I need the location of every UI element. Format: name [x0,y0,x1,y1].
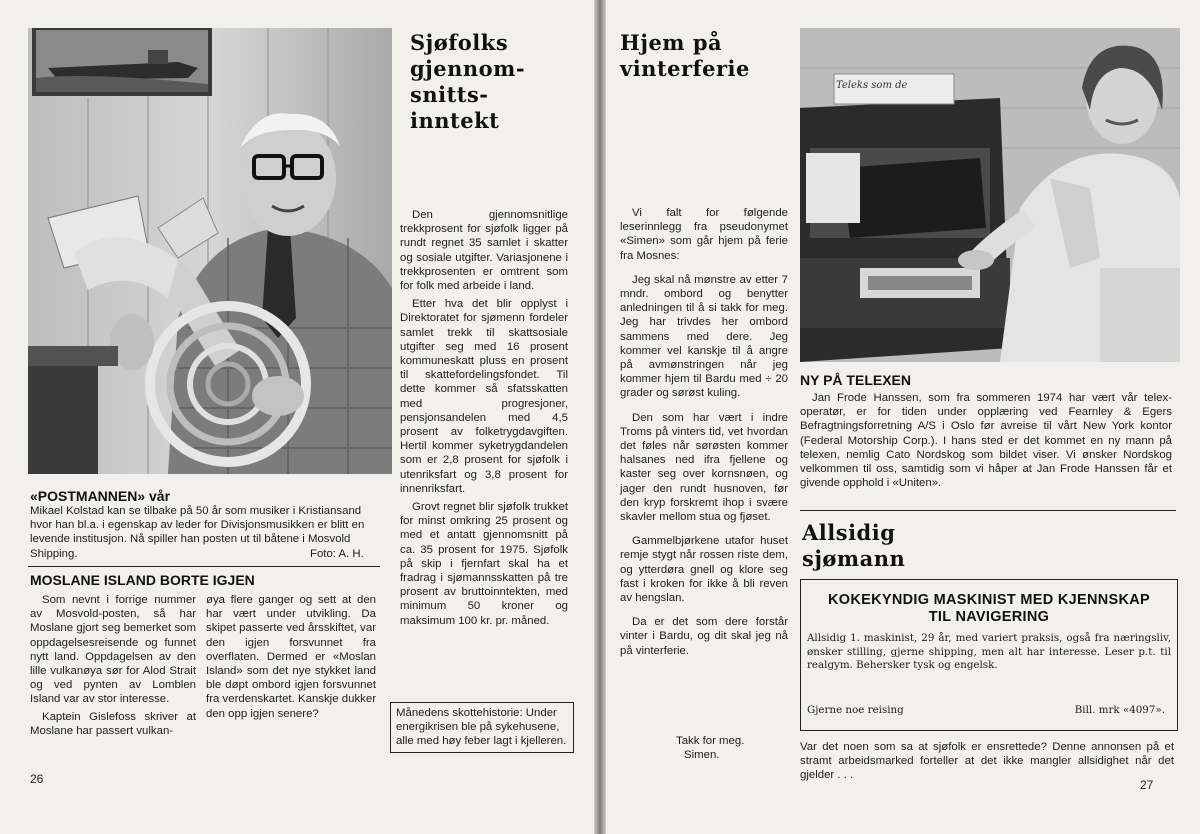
horn-player-illustration [28,28,392,474]
story-box [390,702,574,753]
income-paragraph-2: Etter hva det blir opplyst i Direktoratet for sjømenn fordeler samlet trekk til skattsosiale utgifter seg med 16 prosent kommuneskatt pluss en prosent til skattefordelingsfondet. Til dette kommer så sfatsskatten med progresjoner, pensjonsandelen med 4,5 prosent av folketrygdavgiften. Hertil kommer syketrygdandelen som er 2,8 prosent for sjøfolk i utenriksfart og 3,8 prosent for innenriksfart. [400,298,568,495]
moslane-column-1 [30,593,196,738]
telex-rule [800,510,1176,511]
page-number-right: 27 [1140,778,1154,792]
telex-article: Jan Frode Hanssen, som fra sommeren 1974 har vært vår telex-operatør, er for tiden under opplæring ved Fearnley & Egers Befragtningsforretning A/S i Oslo før avreise til vårt New York kontor (Federal Motorship Corp.). I hans sted er det kommet en ny mann på telexen, nemlig Cato Nordskog som bildet viser. Vi ønsker Nordskog velkommen til oss, samtidig som vi håper at Jan Frode Hanssen får et givende opphold i «Uniten». [800,392,1172,490]
income-headline: Sjøfolks gjennom-snitts-inntekt [410,30,526,133]
moslane-paragraph-1: Som nevnt i forrige nummer av Mosvold-posten, så har Moslane gjort seg bemerket som oppdagelsesreisende og funnet nytt land. Oppdagelsen av den lille vulkanøya sør for Alod Strait og ved pynten av Lomblen Island var av stor interesse. [30,594,196,706]
page-number-left: 26 [30,772,44,786]
winter-paragraph-2: Jeg skal nå mønstre av etter 7 mndr. ombord og benytter anledningen til å si takk for meg. Jeg har trivdes her ombord sammens med dere. Jeg kommer vel kanskje til å angre på avmønstringen når jeg kommer hjem til Bardu med ÷ 20 grader og sørøst kuling. [620,273,788,400]
closing-text: Var det noen som sa at sjøfolk er ensrettede? Denne annonsen på et stramt arbeidsmarked forteller at det ikke mangler allsidighet når det gjelder . . . [800,741,1174,782]
right-page [606,0,1200,834]
winter-paragraph-4: Gammelbjørkene utafor huset remje stygt når rossen riste dem, og ytterdøra gnell og klore seg fast i kroken for ikke å bli reven av hengslan. [620,535,788,605]
signoff-line-1: Takk for meg. [676,735,745,747]
photo-caption-title: «POSTMANNEN» vår [30,488,171,504]
caption-rule [28,566,380,567]
winter-paragraph-5: Da er det som dere forstår vinter i Bardu, og dit skal jeg nå på vinterferie. [620,616,788,657]
winter-signoff [676,734,744,762]
income-article [400,208,568,628]
telex-operator-illustration [800,28,1180,362]
photo-caption-text: Mikael Kolstad kan se tilbake på 50 år som musiker i Kristiansand hvor han bl.a. i egenskap av leder for Divisjonsmusikken er blitt en levende institusjon. Nå spiller han posten ut til båtene i Mosvold Shipping. [30,505,365,560]
income-paragraph-3: Grovt regnet blir sjøfolk trukket for minst omkring 25 prosent og med et antatt gjennomsnitt på ca. 35 prosent for 1975. Sjøfolk på skip i fjernfart skal ha et fradrag i sjømannsskatten på tre prosent av bruttoinntekten, med minimum 50 kroner og maksimum 100 kr. pr. måned. [400,501,568,627]
ad-footer-right: Bill. mrk «4097». [1074,704,1165,716]
ad-text: Allsidig 1. maskinist, 29 år, med variert praksis, også fra næringsliv, ønsker stilling, gjerne shipping, men alt har interesse. Leser p.t. til realgym. Behersker tysk og engelsk. [807,632,1171,672]
story-box-text: Månedens skottehistorie: Under energikrisen ble på sykehusene, alle med høy feber lagt i kjelleren. [396,707,567,748]
photo-credit: Foto: A. H. [310,548,364,560]
moslane-column-2: øya flere ganger og sett at den har vært under utvikling. Da skipet passerte ved årsskiftet, var den igjen forsvunnet fra overflaten. Dermed er «Moslan Island» som det nye stykket land ble døpt ombord igjen forsvunnet fra verdenskartet. Kanskje dukker den opp igjen senere? [206,594,376,720]
allsidig-headline: Allsidig sjømann [802,520,906,571]
moslane-paragraph-2: Kaptein Gislefoss skriver at Moslane har passert vulkan- [30,710,196,737]
job-ad-box [800,579,1178,731]
photo-note: Teleks som de [836,80,908,91]
winter-paragraph-3: Den som har vært i indre Troms på vinters tid, vet hvordan det føles når sørøsten kommer halsanes ned ifra fjellene og kaster seg over kornsnøen, og jager den rundt husnoven, før den kryp forskremt ihop i svære skavler mellom stua og fjøset. [620,411,788,524]
winter-headline: Hjem på vinterferie [620,30,750,81]
moslane-headline: MOSLANE ISLAND BORTE IGJEN [30,572,255,588]
left-page [0,0,594,834]
horn-player-photo [28,28,392,474]
telex-operator-photo [800,28,1180,362]
winter-article [620,206,788,658]
telex-headline: NY PÅ TELEXEN [800,372,911,388]
signoff-line-2: Simen. [684,749,720,762]
income-paragraph-1: Den gjennomsnitlige trekkprosent for sjøfolk ligger på rundt regnet 35 samlet i skatter og sosiale utgifter. Variasjonene i trekkprosenten er omtrent som for folk med arbeide i land. [400,209,568,293]
ad-footer-left: Gjerne noe reising [807,704,904,716]
ad-title: KOKEKYNDIG MASKINIST MED KJENNSKAP TIL NAVIGERING [828,592,1150,625]
book-gutter [594,0,606,834]
winter-paragraph-1: Vi falt for følgende leserinnlegg fra pseudonymet «Simen» som går hjem på ferie fra Mosnes: [620,207,788,262]
